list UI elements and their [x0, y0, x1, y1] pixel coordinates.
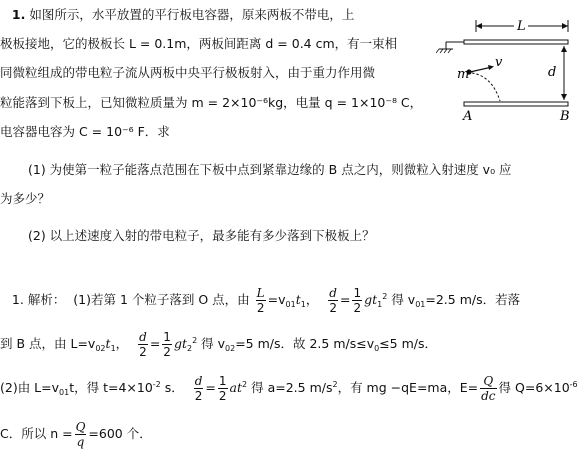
- question-2: (2) 以上述速度入射的带电粒子，最多能有多少落到下极板上？: [28, 228, 375, 243]
- fraction-Q-over-q: $\frac{Q}{q}$: [75, 420, 86, 449]
- solution-line-1: 1. 解析： (1)若第 1 个粒子落到 O 点，由 $\frac{L}{2}$ $=v_{01}t_1$， $\frac{d}{2}$ = $\frac{1}{2}$ $gt_1^2$ 得 $v_{01}=2.5$ m/s．若落: [11, 286, 521, 315]
- problem-number: 1.: [11, 7, 26, 22]
- capacitor-diagram: [436, 4, 581, 124]
- problem-text: 如图所示，水平放置的平行板电容器，原来两板不带电，上: [29, 7, 355, 22]
- label-d: d: [548, 65, 557, 80]
- fraction-d-over-2: $\frac{d}{2}$: [329, 286, 337, 315]
- problem-line-3: 同微粒组成的带电粒子流从两板中央平行极板射入，由于重力作用微: [0, 65, 376, 80]
- fraction-one-half: $\frac{1}{2}$: [163, 330, 171, 359]
- problem-line-2: 极板接地，它的极板长 L = 0.1m，两板间距离 d = 0.4 cm，有一束相: [0, 36, 398, 51]
- problem-line-1: [0, 6, 354, 24]
- top-plate: [464, 40, 568, 44]
- fraction-d-over-2: $\frac{d}{2}$: [194, 374, 203, 403]
- fraction-one-half: $\frac{1}{2}$: [353, 286, 362, 315]
- label-L: L: [517, 19, 526, 34]
- solution-line-3: (2)由 $L=v_{01}t$，得 $t=4\times 10^{-2}$ s． $\frac{d}{2}$ = $\frac{1}{2}$ $at^2$ 得 a=2.5 $m/s^2$，有 mg −qE=ma，E= $\frac{Q}{dc}$ 得 $Q=6\times 10^{-6}$: [0, 374, 578, 403]
- label-A: A: [463, 109, 473, 124]
- label-v: v: [495, 55, 503, 70]
- question-1-line-1: (1) 为使第一粒子能落点范围在下板中点到紧靠边缘的 B 点之内，则微粒入射速度 v₀ 应: [28, 162, 512, 177]
- trajectory-curve: [472, 73, 500, 101]
- problem-line-5: 电容器电容为 C = 10⁻⁶ F．求: [0, 124, 170, 139]
- bottom-plate: [464, 102, 568, 106]
- fraction-one-half: $\frac{1}{2}$: [218, 374, 227, 403]
- fraction-Q-over-dc: $\frac{Q}{dc}$: [481, 374, 496, 403]
- solution-line-2: 到 B 点，由 $L=v_{02}t_1$， $\frac{d}{2}$ = $\frac{1}{2}$ $gt_2^2$ 得 $v_{02}=5$ m/s．故 2.5 $m/s\le v_0\le 5$ m/s．: [0, 330, 438, 359]
- label-m: m: [457, 67, 470, 82]
- solution-line-4: C．所以 n = $\frac{Q}{q}$ =600 个．: [0, 420, 152, 449]
- problem-line-4: 粒能落到下板上，已知微粒质量为 m = 2×10⁻⁶kg，电量 q = 1×10⁻⁸ C，: [0, 95, 423, 110]
- fraction-L-over-2: $\frac{L}{2}$: [256, 286, 265, 315]
- fraction-d-over-2: $\frac{d}{2}$: [139, 330, 147, 359]
- label-B: B: [560, 109, 570, 124]
- question-1-line-2: 为多少？: [0, 191, 51, 206]
